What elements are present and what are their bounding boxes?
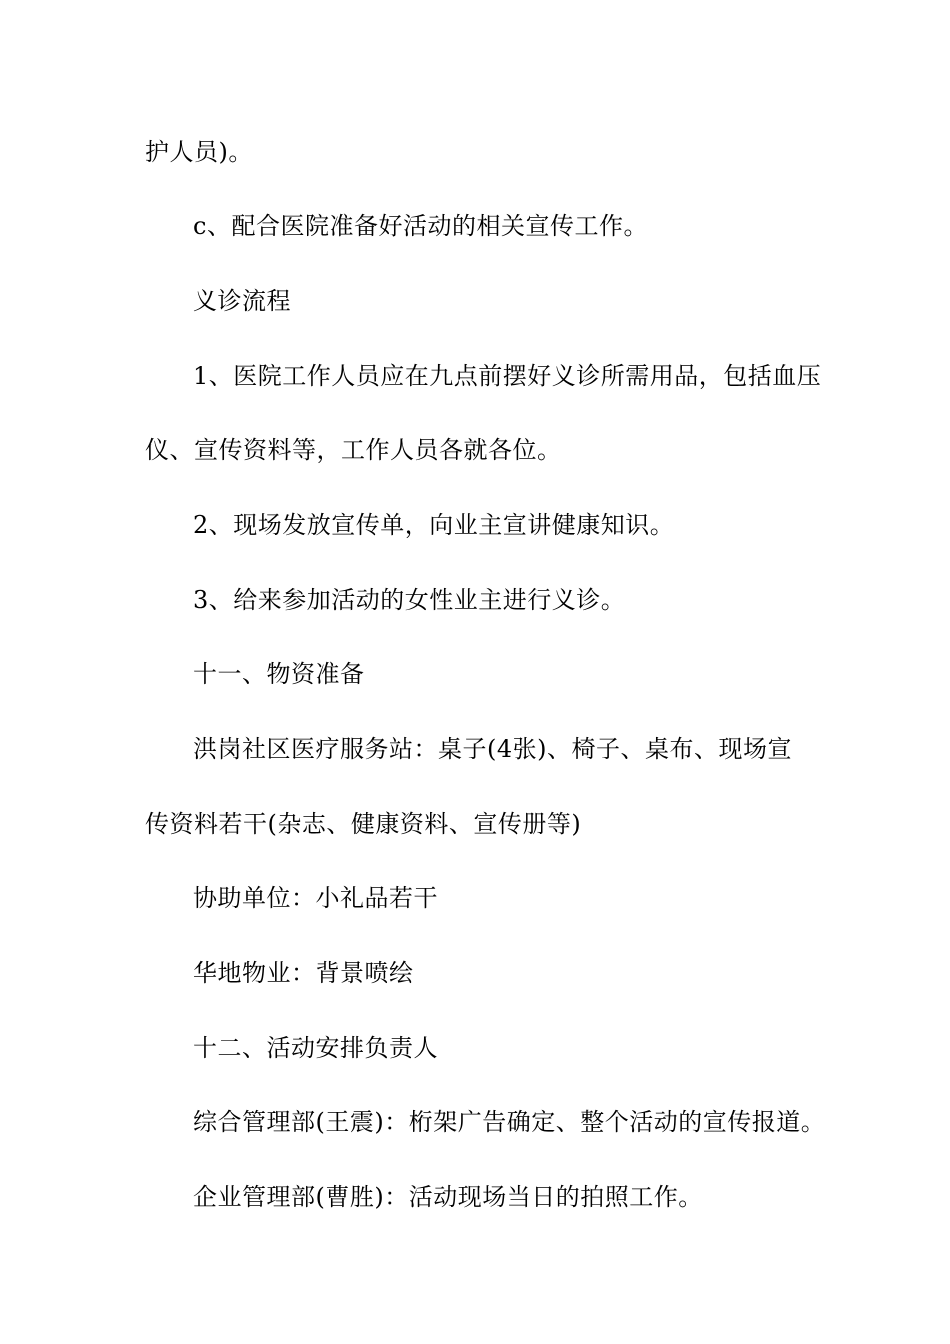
process-step-1-line-1: 1、医院工作人员应在九点前摆好义诊所需用品，包括血压 xyxy=(193,362,822,390)
process-step-2: 2、现场发放宣传单，向业主宣讲健康知识。 xyxy=(193,511,675,539)
materials-assisting-unit: 协助单位：小礼品若干 xyxy=(193,884,438,912)
responsible-general-management: 综合管理部(王震)：桁架广告确定、整个活动的宣传报道。 xyxy=(193,1108,826,1136)
section-heading-materials: 十一、物资准备 xyxy=(193,660,365,688)
materials-clinic-line-1: 洪岗社区医疗服务站：桌子(4张)、椅子、桌布、现场宣 xyxy=(193,735,792,763)
section-heading-responsible-persons: 十二、活动安排负责人 xyxy=(193,1034,438,1062)
responsible-enterprise-management: 企业管理部(曹胜)：活动现场当日的拍照工作。 xyxy=(193,1183,703,1211)
materials-clinic-line-2: 传资料若干(杂志、健康资料、宣传册等) xyxy=(145,810,582,838)
materials-property-management: 华地物业：背景喷绘 xyxy=(193,959,414,987)
process-step-1-line-2: 仪、宣传资料等，工作人员各就各位。 xyxy=(145,436,562,464)
process-step-3: 3、给来参加活动的女性业主进行义诊。 xyxy=(193,586,626,614)
list-item-c: c、配合医院准备好活动的相关宣传工作。 xyxy=(193,212,648,240)
paragraph-continuation-line: 护人员)。 xyxy=(145,138,253,166)
section-heading-clinic-process: 义诊流程 xyxy=(193,287,291,315)
